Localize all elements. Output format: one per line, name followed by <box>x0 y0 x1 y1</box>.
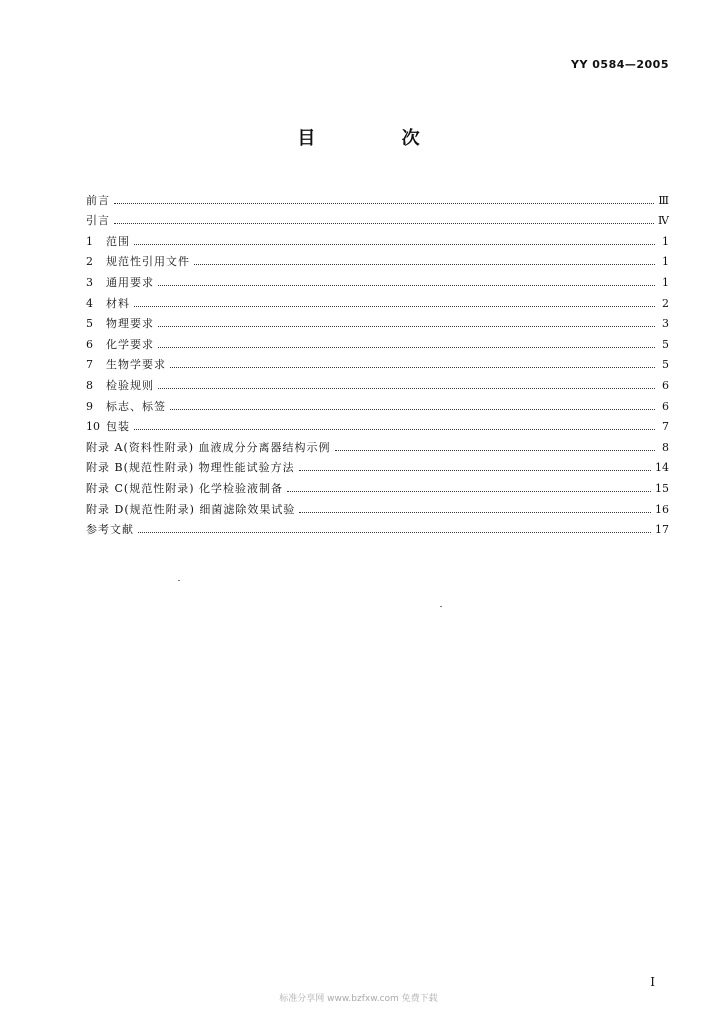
toc-entry-label: 附录 B(规范性附录) 物理性能试验方法 <box>86 461 295 475</box>
toc-entry-label: 标志、标签 <box>106 399 166 413</box>
toc-entry-label: 引言 <box>86 214 110 228</box>
toc-leader-dots <box>194 263 655 265</box>
toc-entry[interactable] <box>86 186 669 207</box>
toc-leader-dots <box>287 490 651 492</box>
toc-entry-page: Ⅲ <box>658 193 669 207</box>
toc-entry-page: 14 <box>655 461 669 475</box>
page-title: 目 次 <box>297 128 460 149</box>
toc-entry-label: 材料 <box>106 296 130 310</box>
toc-entry-page: 16 <box>655 502 669 516</box>
toc-entry-page: 1 <box>662 255 669 269</box>
toc-leader-dots <box>335 449 655 451</box>
toc-entry-number: 4 <box>86 296 93 310</box>
toc-entry-page: 1 <box>662 275 669 289</box>
toc-entry-number: 2 <box>86 255 93 269</box>
toc-entry-page: 15 <box>655 481 669 495</box>
toc-leader-dots <box>170 366 655 368</box>
toc-leader-dots <box>138 531 651 533</box>
toc-entry-page: 1 <box>662 234 669 248</box>
page-number: I <box>650 975 655 989</box>
document-code: YY 0584—2005 <box>571 58 669 71</box>
toc-entry-number: 9 <box>86 399 93 413</box>
toc-entry-label: 包装 <box>106 420 130 434</box>
toc-leader-dots <box>158 346 655 348</box>
toc-entry-number: 6 <box>86 337 93 351</box>
table-of-contents <box>86 186 669 536</box>
toc-entry-number: 5 <box>86 317 93 331</box>
toc-entry-number: 10 <box>86 420 100 434</box>
toc-entry[interactable] <box>86 289 669 310</box>
toc-entry[interactable] <box>86 516 669 537</box>
toc-entry[interactable] <box>86 330 669 351</box>
toc-leader-dots <box>299 511 651 513</box>
toc-entry[interactable] <box>86 454 669 475</box>
toc-leader-dots <box>134 243 655 245</box>
toc-entry-label: 附录 C(规范性附录) 化学检验液制备 <box>86 481 283 495</box>
toc-leader-dots <box>134 428 655 430</box>
toc-leader-dots <box>299 469 651 471</box>
toc-entry-page: 5 <box>662 337 669 351</box>
toc-leader-dots <box>170 408 655 410</box>
toc-entry[interactable] <box>86 248 669 269</box>
toc-leader-dots <box>158 387 655 389</box>
toc-entry-page: 17 <box>655 523 669 537</box>
toc-entry-label: 参考文献 <box>86 523 134 537</box>
toc-leader-dots <box>158 284 655 286</box>
toc-entry-number: 8 <box>86 378 93 392</box>
toc-entry[interactable] <box>86 207 669 228</box>
toc-entry[interactable] <box>86 371 669 392</box>
scan-speck <box>178 580 180 581</box>
toc-entry-label: 生物学要求 <box>106 358 166 372</box>
toc-entry[interactable] <box>86 495 669 516</box>
watermark: 标准分享网 www.bzfxw.com 免费下载 <box>279 994 438 1004</box>
toc-entry-label: 附录 D(规范性附录) 细菌滤除效果试验 <box>86 502 296 516</box>
toc-entry[interactable] <box>86 413 669 434</box>
scan-speck <box>440 606 442 607</box>
toc-entry[interactable] <box>86 268 669 289</box>
toc-entry-label: 附录 A(资料性附录) 血液成分分离器结构示例 <box>86 440 331 454</box>
toc-entry[interactable] <box>86 474 669 495</box>
toc-leader-dots <box>158 325 655 327</box>
toc-entry-page: 3 <box>662 317 669 331</box>
toc-entry-page: 2 <box>662 296 669 310</box>
toc-entry-label: 范围 <box>106 234 130 248</box>
toc-entry-label: 物理要求 <box>106 317 154 331</box>
toc-entry-label: 化学要求 <box>106 337 154 351</box>
toc-entry[interactable] <box>86 433 669 454</box>
toc-entry-page: 7 <box>662 420 669 434</box>
toc-entry-page: 6 <box>662 399 669 413</box>
toc-entry[interactable] <box>86 351 669 372</box>
toc-entry-label: 通用要求 <box>106 275 154 289</box>
toc-entry[interactable] <box>86 392 669 413</box>
toc-entry-page: 6 <box>662 378 669 392</box>
toc-entry-page: Ⅳ <box>658 214 669 228</box>
toc-leader-dots <box>134 305 655 307</box>
toc-entry-number: 1 <box>86 234 93 248</box>
toc-entry-page: 5 <box>662 358 669 372</box>
toc-entry[interactable] <box>86 310 669 331</box>
toc-entry-page: 8 <box>662 440 669 454</box>
toc-entry-label: 规范性引用文件 <box>106 255 190 269</box>
toc-entry-label: 前言 <box>86 193 110 207</box>
toc-leader-dots <box>114 202 654 204</box>
toc-entry-label: 检验规则 <box>106 378 154 392</box>
toc-entry-number: 3 <box>86 275 93 289</box>
toc-entry-number: 7 <box>86 358 93 372</box>
toc-entry[interactable] <box>86 227 669 248</box>
toc-leader-dots <box>114 222 654 224</box>
